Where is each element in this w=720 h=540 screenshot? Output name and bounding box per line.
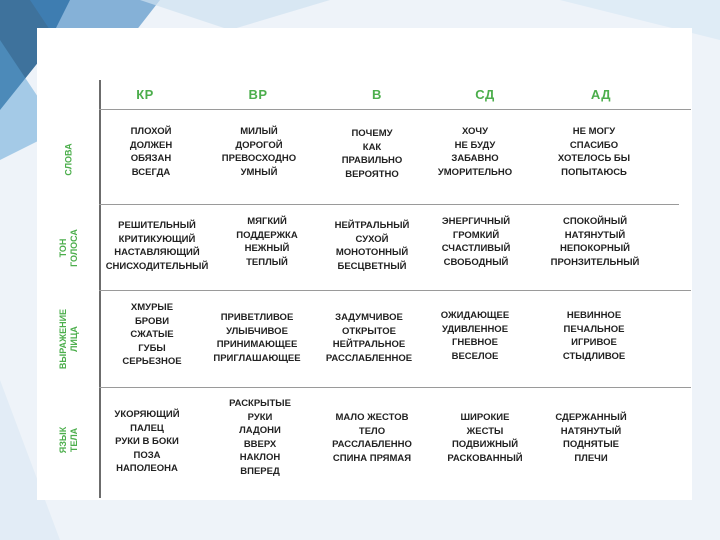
cell-line: НЕПОКОРНЫЙ: [560, 243, 630, 254]
cell-line: СУХОЙ: [355, 233, 389, 245]
cell-line: ВВЕРХ: [243, 438, 277, 450]
cell-line: МАЛО ЖЕСТОВ: [335, 412, 409, 423]
cell-line: НАТЯНУТЫЙ: [564, 229, 626, 241]
table-cell: [317, 311, 421, 365]
table-cell: [423, 309, 527, 363]
cell-line: МЯГКИЙ: [247, 216, 287, 227]
cell-line: НЕЙТРАЛЬНОЕ: [332, 339, 406, 350]
table-cell: [207, 125, 311, 179]
cell-line: СДЕРЖАННЫЙ: [555, 412, 627, 423]
table-cell: [105, 219, 209, 273]
cell-line: ТЕПЛЫЙ: [246, 256, 288, 268]
cell-line: ПЕЧАЛЬНОЕ: [563, 323, 625, 335]
table-cell: [215, 215, 319, 269]
row-label-words: [59, 116, 79, 202]
cell-line: НАКЛОН: [239, 452, 281, 463]
cell-line: НАТЯНУТЫЙ: [560, 425, 622, 437]
table-cell: [539, 411, 643, 465]
table-cell: [99, 125, 203, 179]
cell-line: НЕ БУДУ: [454, 139, 496, 151]
cell-line: НЕВИННОЕ: [566, 310, 622, 321]
cell-line: ТЕЛО: [358, 425, 386, 437]
cell-line: ОТКРЫТОЕ: [342, 325, 396, 337]
cell-line: ПОДНЯТЫЕ: [563, 439, 619, 450]
cell-line: ЛАДОНИ: [239, 425, 281, 436]
cell-line: ПРОНЗИТЕЛЬНЫЙ: [550, 256, 640, 268]
cell-line: РАСКРЫТЫЕ: [229, 398, 291, 409]
cell-line: ПОПЫТАЮСЬ: [561, 166, 627, 178]
cell-line: ПЛОХОЙ: [130, 126, 172, 137]
table-cell: [100, 301, 204, 369]
cell-line: ШИРОКИЕ: [460, 412, 510, 423]
cell-line: ЖЕСТЫ: [466, 425, 504, 437]
cell-line: ЗАДУМЧИВОЕ: [335, 312, 403, 323]
cell-line: ИГРИВОЕ: [571, 337, 617, 348]
cell-line: РАССЛАБЛЕННОЕ: [325, 352, 413, 364]
cell-line: СПАСИБО: [569, 139, 619, 151]
cell-line: ПРИНИМАЮЩЕЕ: [216, 339, 298, 350]
row-label-text: ТОН ГОЛОСА: [58, 229, 80, 267]
cell-line: ЗАБАВНО: [451, 153, 499, 164]
cell-line: СЧАСТЛИВЫЙ: [441, 243, 511, 254]
cell-line: РАСКОВАННЫЙ: [447, 452, 523, 464]
column-header-kr: КР: [136, 87, 154, 102]
cell-line: ВСЕГДА: [131, 166, 171, 178]
cell-line: ПРИГЛАШАЮЩЕЕ: [213, 352, 301, 364]
cell-line: ПРЕВОСХОДНО: [221, 153, 297, 164]
communication-table: [37, 28, 692, 500]
row-label-text: ЯЗЫК ТЕЛА: [58, 426, 80, 454]
row-label-body-language: [59, 390, 79, 490]
cell-line: КАК: [362, 141, 382, 153]
cell-line: ХОТЕЛОСЬ БЫ: [557, 153, 631, 164]
cell-line: ПРАВИЛЬНО: [341, 155, 403, 166]
cell-line: НАСТАВЛЯЮЩИЙ: [114, 247, 200, 258]
cell-line: МОНОТОННЫЙ: [335, 247, 409, 258]
cell-line: НЕ МОГУ: [572, 126, 616, 137]
cell-line: ЭНЕРГИЧНЫЙ: [441, 216, 511, 227]
cell-line: УМНЫЙ: [240, 166, 278, 178]
cell-line: СТЫДЛИВОЕ: [562, 350, 626, 362]
row-label-voice-tone: [59, 208, 79, 288]
cell-line: ХМУРЫЕ: [130, 302, 174, 313]
cell-line: ГУБЫ: [138, 342, 166, 354]
cell-line: УМОРИТЕЛЬНО: [437, 166, 513, 178]
cell-line: ГНЕВНОЕ: [451, 337, 499, 348]
row-label-text: СЛОВА: [63, 142, 74, 176]
table-cell: [208, 397, 312, 478]
cell-line: УЛЫБЧИВОЕ: [226, 325, 288, 337]
cell-line: ОБЯЗАН: [130, 153, 172, 164]
table-cell: [423, 125, 527, 179]
table-cell: [424, 215, 528, 269]
column-header-ad: АД: [590, 87, 612, 102]
cell-line: ПРИВЕТЛИВОЕ: [220, 312, 294, 323]
row-label-facial-expression: [59, 294, 79, 384]
cell-line: РУКИ: [247, 411, 273, 423]
cell-line: БЕСЦВЕТНЫЙ: [337, 260, 407, 272]
cell-line: БРОВИ: [134, 315, 170, 327]
cell-line: СНИСХОДИТЕЛЬНЫЙ: [105, 260, 209, 272]
table-cell: [543, 215, 647, 269]
table-cell: [205, 311, 309, 365]
cell-line: УКОРЯЮЩИЙ: [114, 409, 180, 420]
cell-line: РАССЛАБЛЕННО: [332, 439, 412, 450]
cell-line: СЕРЬЕЗНОЕ: [122, 356, 182, 367]
cell-line: МИЛЫЙ: [240, 126, 278, 137]
cell-line: РУКИ В БОКИ: [115, 436, 179, 447]
row-divider: [99, 290, 691, 291]
cell-line: НАПОЛЕОНА: [116, 463, 178, 474]
cell-line: ВЕРОЯТНО: [345, 168, 399, 180]
table-cell: [320, 411, 424, 465]
cell-line: УДИВЛЕННОЕ: [441, 323, 509, 335]
cell-line: ДОЛЖЕН: [129, 139, 173, 151]
cell-line: ВЕСЕЛОЕ: [451, 350, 499, 362]
cell-line: ХОЧУ: [461, 126, 489, 137]
cell-line: НЕЙТРАЛЬНЫЙ: [334, 220, 410, 231]
cell-line: РЕШИТЕЛЬНЫЙ: [118, 220, 196, 231]
cell-line: СВОБОДНЫЙ: [443, 256, 509, 268]
table-cell: [95, 408, 199, 476]
cell-line: ПЛЕЧИ: [574, 452, 608, 464]
cell-line: СПОКОЙНЫЙ: [562, 216, 628, 227]
row-divider: [99, 204, 679, 205]
cell-line: ВПЕРЕД: [240, 465, 280, 477]
cell-line: СЖАТЫЕ: [130, 329, 174, 340]
column-header-v: В: [372, 87, 382, 102]
column-header-vr: ВР: [248, 87, 268, 102]
table-cell: [320, 127, 424, 181]
table-cell: [542, 125, 646, 179]
cell-line: НЕЖНЫЙ: [244, 243, 290, 254]
cell-line: ПОДДЕРЖКА: [236, 229, 298, 241]
cell-line: ОЖИДАЮЩЕЕ: [440, 310, 510, 321]
row-divider: [99, 109, 691, 110]
table-cell: [433, 411, 537, 465]
cell-line: КРИТИКУЮЩИЙ: [118, 233, 196, 245]
cell-line: ГРОМКИЙ: [452, 229, 500, 241]
column-header-sd: СД: [475, 87, 495, 102]
table-cell: [542, 309, 646, 363]
cell-line: ПОДВИЖНЫЙ: [451, 439, 519, 450]
cell-line: ДОРОГОЙ: [235, 139, 283, 151]
row-divider: [99, 387, 691, 388]
table-cell: [320, 219, 424, 273]
cell-line: ПОЗА: [133, 449, 161, 461]
cell-line: ПАЛЕЦ: [130, 422, 164, 434]
cell-line: ПОЧЕМУ: [351, 128, 393, 139]
row-label-text: ВЫРАЖЕНИЕ ЛИЦА: [58, 308, 80, 370]
cell-line: СПИНА ПРЯМАЯ: [332, 452, 412, 464]
